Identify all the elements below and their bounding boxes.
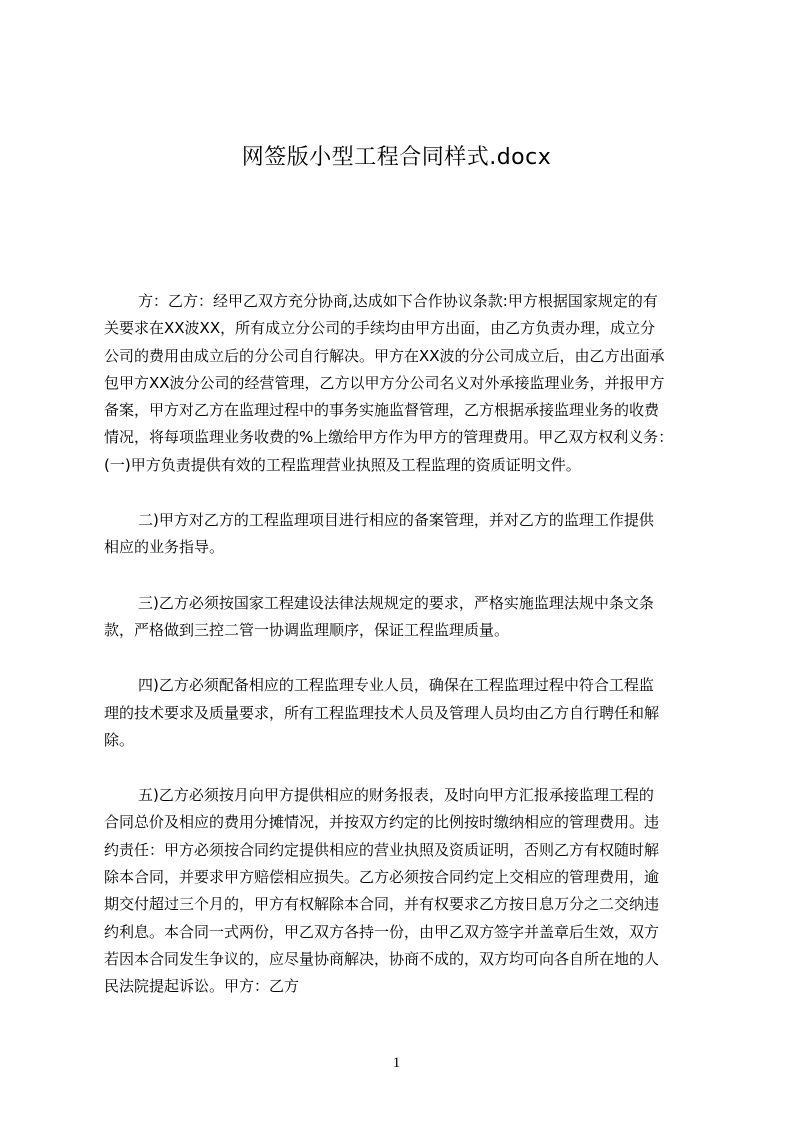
text-line: 关要求在XX波XX，所有成立分公司的手续均由甲方出面，由乙方负责办理，成立分 xyxy=(104,319,656,338)
text-line: 二)甲方对乙方的工程监理项目进行相应的备案管理，并对乙方的监理工作提供 xyxy=(138,511,654,530)
text-line: 三)乙方必须按国家工程建设法律法规规定的要求，严格实施监理法规中条文条 xyxy=(138,593,654,612)
paragraph-agreement-intro xyxy=(104,288,700,479)
text-line: 民法院提起诉讼。甲方：乙方 xyxy=(104,977,300,996)
text-line: 款，严格做到三控二管一协调监理顺序，保证工程监理质量。 xyxy=(104,620,510,639)
text-line: 五)乙方必须按月向甲方提供相应的财务报表，及时向甲方汇报承接监理工程的 xyxy=(138,786,654,805)
paragraph-clause-2 xyxy=(104,507,700,562)
text-line: 合同总价及相应的费用分摊情况，并按双方约定的比例按时缴纳相应的管理费用。违 xyxy=(104,813,660,832)
paragraph-clause-5 xyxy=(104,782,700,1000)
text-line: 约责任：甲方必须按合同约定提供相应的营业执照及资质证明，否则乙方有权随时解 xyxy=(104,840,660,859)
text-line: 除本合同，并要求甲方赔偿相应损失。乙方必须按合同约定上交相应的管理费用，逾 xyxy=(104,868,660,887)
text-line: 方：乙方：经甲乙双方充分协商,达成如下合作协议条款:甲方根据国家规定的有 xyxy=(138,292,658,310)
page-number: 1 xyxy=(392,1055,401,1071)
text-line: 期交付超过三个月的，甲方有权解除本合同，并有权要求乙方按日息万分之二交纳违 xyxy=(104,895,660,914)
paragraph-clause-4 xyxy=(104,672,700,754)
paragraph-clause-3 xyxy=(104,590,700,645)
text-line: 公司的费用由成立后的分公司自行解决。甲方在XX波的分公司成立后，由乙方出面承 xyxy=(104,346,665,365)
text-line: 包甲方XX波分公司的经营管理，乙方以甲方分公司名义对外承接监理业务，并报甲方 xyxy=(104,373,665,392)
paragraph-gap xyxy=(104,479,700,507)
paragraph-gap xyxy=(104,562,700,590)
text-line: 四)乙方必须配备相应的工程监理专业人员，确保在工程监理过程中符合工程监 xyxy=(138,676,654,695)
text-line: 除。 xyxy=(104,730,135,749)
text-line: 相应的业务指导。 xyxy=(104,538,225,557)
document-title: 网签版小型工程合同样式.docx xyxy=(241,145,552,170)
text-line: 理的技术要求及质量要求，所有工程监理技术人员及管理人员均由乙方自行聘任和解 xyxy=(104,703,660,722)
paragraph-gap xyxy=(104,644,700,672)
document-body xyxy=(104,288,700,1001)
text-line: 情况，将每项监理业务收费的%上缴给甲方作为甲方的管理费用。甲乙双方权利义务： xyxy=(104,428,674,447)
text-line: 备案，甲方对乙方在监理过程中的事务实施监督管理，乙方根据承接监理业务的收费 xyxy=(104,401,660,420)
text-line: 若因本合同发生争议的，应尽量协商解决，协商不成的，双方均可向各自所在地的人 xyxy=(104,949,660,968)
text-line: (一)甲方负责提供有效的工程监理营业执照及工程监理的资质证明文件。 xyxy=(104,455,581,474)
text-line: 约利息。本合同一式两份，甲乙双方各持一份，由甲乙双方签字并盖章后生效，双方 xyxy=(104,922,660,941)
paragraph-gap xyxy=(104,754,700,782)
